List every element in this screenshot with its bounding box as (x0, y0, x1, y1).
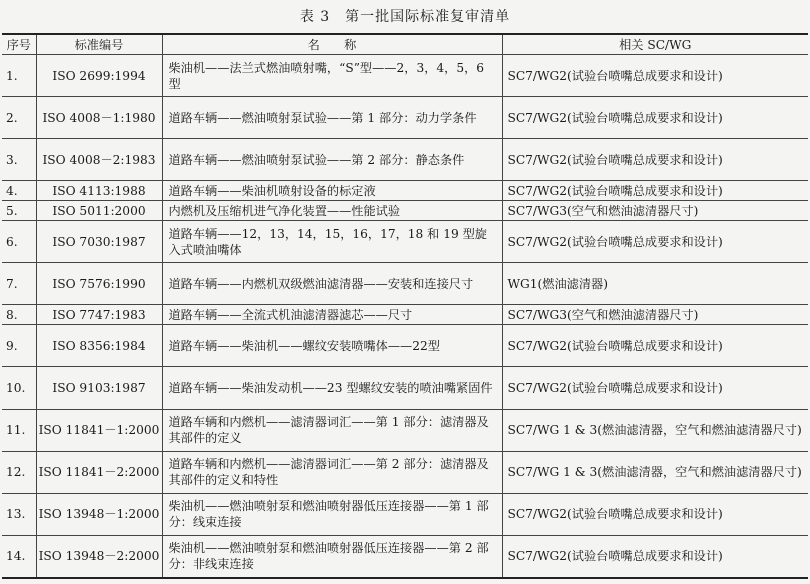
header-code: 标准编号 (36, 34, 162, 55)
standard-name: 道路车辆——12，13，14，15，16，17，18 和 19 型旋入式喷油嘴体 (162, 221, 502, 263)
related-sc-wg: SC7/WG2(试验台喷嘴总成要求和设计) (502, 535, 808, 578)
header-name: 名 称 (162, 34, 502, 55)
related-sc-wg: SC7/WG2(试验台喷嘴总成要求和设计) (502, 55, 808, 97)
table-row (2, 305, 808, 325)
table-row (2, 451, 808, 493)
standard-code: ISO 8356:1984 (36, 325, 162, 367)
table-row (2, 139, 808, 181)
row-number: 3. (2, 139, 36, 181)
standard-name: 道路车辆——燃油喷射泵试验——第 2 部分：静态条件 (162, 139, 502, 181)
row-number: 7. (2, 263, 36, 305)
standard-code: ISO 9103:1987 (36, 367, 162, 409)
row-number: 1. (2, 55, 36, 97)
standard-code: ISO 7030:1987 (36, 221, 162, 263)
related-sc-wg: SC7/WG 1 & 3(燃油滤清器，空气和燃油滤清器尺寸) (502, 451, 808, 493)
standard-code: ISO 7747:1983 (36, 305, 162, 325)
table-row (2, 263, 808, 305)
standard-code: ISO 2699:1994 (36, 55, 162, 97)
row-number: 10. (2, 367, 36, 409)
standard-code: ISO 11841－1:2000 (36, 409, 162, 451)
header-related: 相关 SC/WG (502, 34, 808, 55)
standard-code: ISO 4113:1988 (36, 181, 162, 201)
standard-name: 道路车辆——燃油喷射泵试验——第 1 部分：动力学条件 (162, 97, 502, 139)
standard-code: ISO 4008－2:1983 (36, 139, 162, 181)
related-sc-wg: SC7/WG3(空气和燃油滤清器尺寸) (502, 305, 808, 325)
standard-code: ISO 11841－2:2000 (36, 451, 162, 493)
row-number: 12. (2, 451, 36, 493)
row-number: 13. (2, 493, 36, 535)
row-number: 4. (2, 181, 36, 201)
table-caption: 表 3 第一批国际标准复审清单 (299, 9, 511, 25)
standard-name: 柴油机——法兰式燃油喷射嘴，“S”型——2，3，4，5，6 型 (162, 55, 502, 97)
standard-code: ISO 4008－1:1980 (36, 97, 162, 139)
table-row (2, 493, 808, 535)
row-number: 5. (2, 201, 36, 221)
related-sc-wg: SC7/WG2(试验台喷嘴总成要求和设计) (502, 181, 808, 201)
related-sc-wg: SC7/WG2(试验台喷嘴总成要求和设计) (502, 325, 808, 367)
standard-code: ISO 7576:1990 (36, 263, 162, 305)
standard-name: 道路车辆——柴油机——螺纹安装喷嘴体——22型 (162, 325, 502, 367)
related-sc-wg: SC7/WG3(空气和燃油滤清器尺寸) (502, 201, 808, 221)
standards-table (2, 33, 808, 579)
related-sc-wg: SC7/WG 1 & 3(燃油滤清器，空气和燃油滤清器尺寸) (502, 409, 808, 451)
standard-name: 内燃机及压缩机进气净化装置——性能试验 (162, 201, 502, 221)
row-number: 2. (2, 97, 36, 139)
table-row (2, 221, 808, 263)
standard-name: 道路车辆——柴油发动机——23 型螺纹安装的喷油嘴紧固件 (162, 367, 502, 409)
related-sc-wg: SC7/WG2(试验台喷嘴总成要求和设计) (502, 367, 808, 409)
standard-code: ISO 13948－1:2000 (36, 493, 162, 535)
header-no: 序号 (2, 34, 36, 55)
standard-code: ISO 5011:2000 (36, 201, 162, 221)
standard-name: 道路车辆——柴油机喷射设备的标定液 (162, 181, 502, 201)
table-row (2, 201, 808, 221)
related-sc-wg: SC7/WG2(试验台喷嘴总成要求和设计) (502, 139, 808, 181)
row-number: 8. (2, 305, 36, 325)
standard-name: 道路车辆——内燃机双级燃油滤清器——安装和连接尺寸 (162, 263, 502, 305)
table-row (2, 367, 808, 409)
row-number: 6. (2, 221, 36, 263)
standard-name: 道路车辆——全流式机油滤清器滤芯——尺寸 (162, 305, 502, 325)
table-row (2, 535, 808, 578)
table-row (2, 181, 808, 201)
row-number: 9. (2, 325, 36, 367)
table-row (2, 409, 808, 451)
row-number: 14. (2, 535, 36, 578)
standard-name: 道路车辆和内燃机——滤清器词汇——第 2 部分：滤清器及其部件的定义和特性 (162, 451, 502, 493)
related-sc-wg: SC7/WG2(试验台喷嘴总成要求和设计) (502, 97, 808, 139)
standard-name: 柴油机——燃油喷射泵和燃油喷射器低压连接器——第 1 部分：线束连接 (162, 493, 502, 535)
table-row (2, 325, 808, 367)
table-row (2, 55, 808, 97)
standard-code: ISO 13948－2:2000 (36, 535, 162, 578)
standard-name: 柴油机——燃油喷射泵和燃油喷射器低压连接器——第 2 部分：非线束连接 (162, 535, 502, 578)
table-row (2, 97, 808, 139)
related-sc-wg: WG1(燃油滤清器) (502, 263, 808, 305)
related-sc-wg: SC7/WG2(试验台喷嘴总成要求和设计) (502, 221, 808, 263)
standard-name: 道路车辆和内燃机——滤清器词汇——第 1 部分：滤清器及其部件的定义 (162, 409, 502, 451)
row-number: 11. (2, 409, 36, 451)
header-row (2, 34, 808, 55)
related-sc-wg: SC7/WG2(试验台喷嘴总成要求和设计) (502, 493, 808, 535)
